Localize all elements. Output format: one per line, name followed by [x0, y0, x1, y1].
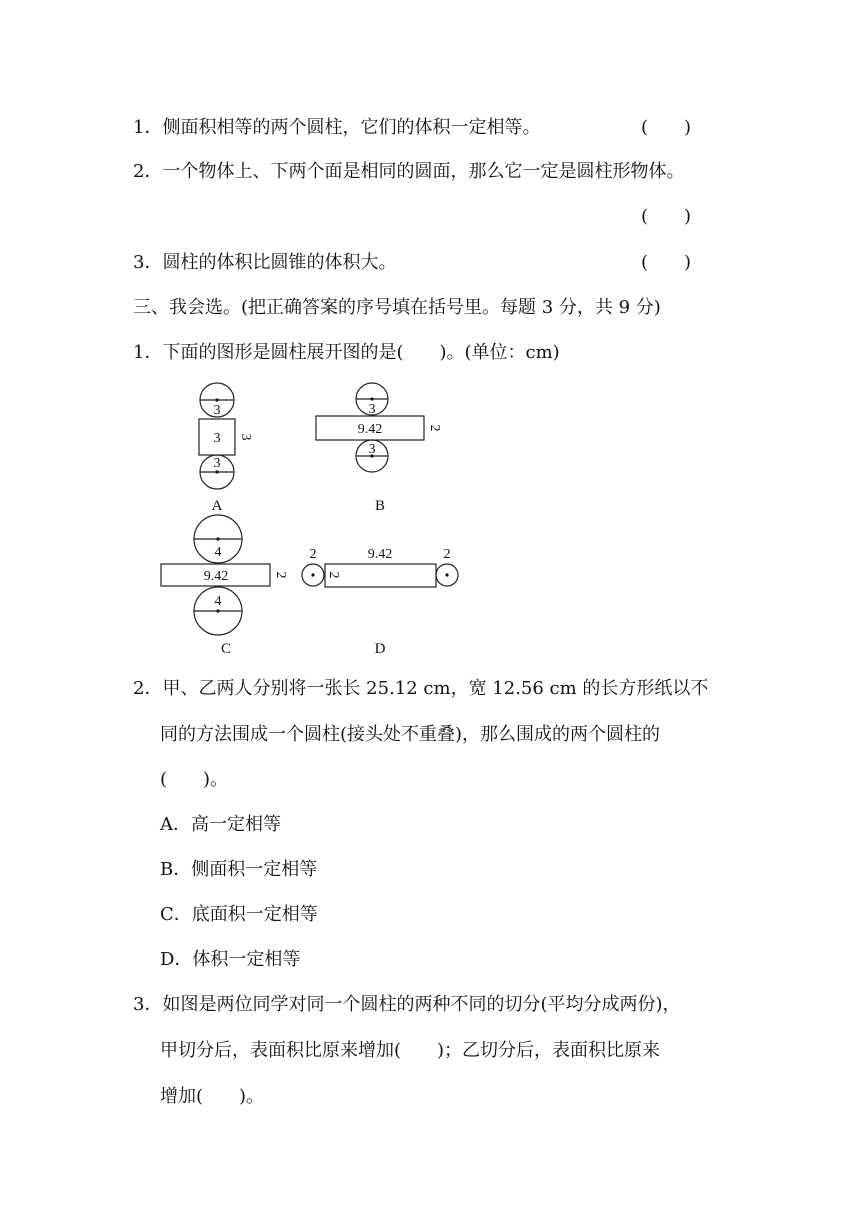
b-side-label: 2 — [427, 424, 442, 432]
cylinder-net-figures — [150, 378, 470, 660]
answer-paren-q1[interactable]: ( ) — [641, 117, 692, 138]
choice-q2-option-b[interactable]: B．侧面积一定相等 — [160, 859, 318, 880]
judgement-q2: 2．一个物体上、下两个面是相同的圆面，那么它一定是圆柱形物体。 — [133, 161, 685, 182]
section-heading: 三、我会选。(把正确答案的序号填在括号里。每题 3 分，共 9 分) — [133, 297, 661, 318]
b-bottom-circle-label: 3 — [368, 442, 376, 457]
d-rect-side-label: 2 — [326, 571, 341, 579]
a-figure-label: A — [211, 498, 223, 514]
choice-q3-line1: 3．如图是两位同学对同一个圆柱的两种不同的切分(平均分成两份)， — [133, 994, 681, 1015]
choice-q1-text: 1．下面的图形是圆柱展开图的是( )。(单位：cm) — [133, 342, 560, 363]
choice-q2-option-d[interactable]: D．体积一定相等 — [160, 949, 301, 970]
c-top-circle-label: 4 — [214, 545, 222, 560]
a-square-label: 3 — [213, 431, 221, 446]
choice-q2-line1: 2．甲、乙两人分别将一张长 25.12 cm，宽 12.56 cm 的长方形纸以不 — [133, 678, 709, 699]
answer-paren-q2[interactable]: ( ) — [641, 206, 692, 227]
judgement-q3: 3．圆柱的体积比圆锥的体积大。 — [133, 252, 397, 273]
choice-q2-line2: 同的方法围成一个圆柱(接头处不重叠)，那么围成的两个圆柱的 — [160, 724, 661, 745]
d-right-circle-label: 2 — [443, 547, 451, 562]
c-side-label: 2 — [273, 571, 288, 579]
choice-q2-option-a[interactable]: A．高一定相等 — [160, 814, 281, 835]
figure-d — [302, 564, 458, 587]
a-top-circle-label: 3 — [213, 403, 221, 418]
judgement-q1: 1．侧面积相等的两个圆柱，它们的体积一定相等。 — [133, 117, 541, 138]
c-rect-label: 9.42 — [203, 569, 229, 584]
a-bottom-circle-label: 3 — [213, 456, 221, 471]
d-figure-label: D — [374, 641, 386, 657]
b-rect-label: 9.42 — [357, 422, 383, 437]
a-side-label: 3 — [238, 433, 253, 441]
d-left-circle-label: 2 — [309, 547, 317, 562]
choice-q2-option-c[interactable]: C．底面积一定相等 — [160, 904, 318, 925]
b-top-circle-label: 3 — [368, 402, 376, 417]
answer-paren-q3[interactable]: ( ) — [641, 252, 692, 273]
c-figure-label: C — [220, 641, 232, 657]
choice-q3-line3: 增加( )。 — [160, 1086, 265, 1107]
c-bottom-circle-label: 4 — [214, 594, 222, 609]
b-figure-label: B — [374, 498, 386, 514]
choice-q3-line2: 甲切分后，表面积比原来增加( )；乙切分后，表面积比原来 — [160, 1040, 661, 1061]
d-rect-label: 9.42 — [367, 547, 393, 562]
choice-q2-line3[interactable]: ( )。 — [160, 769, 229, 790]
